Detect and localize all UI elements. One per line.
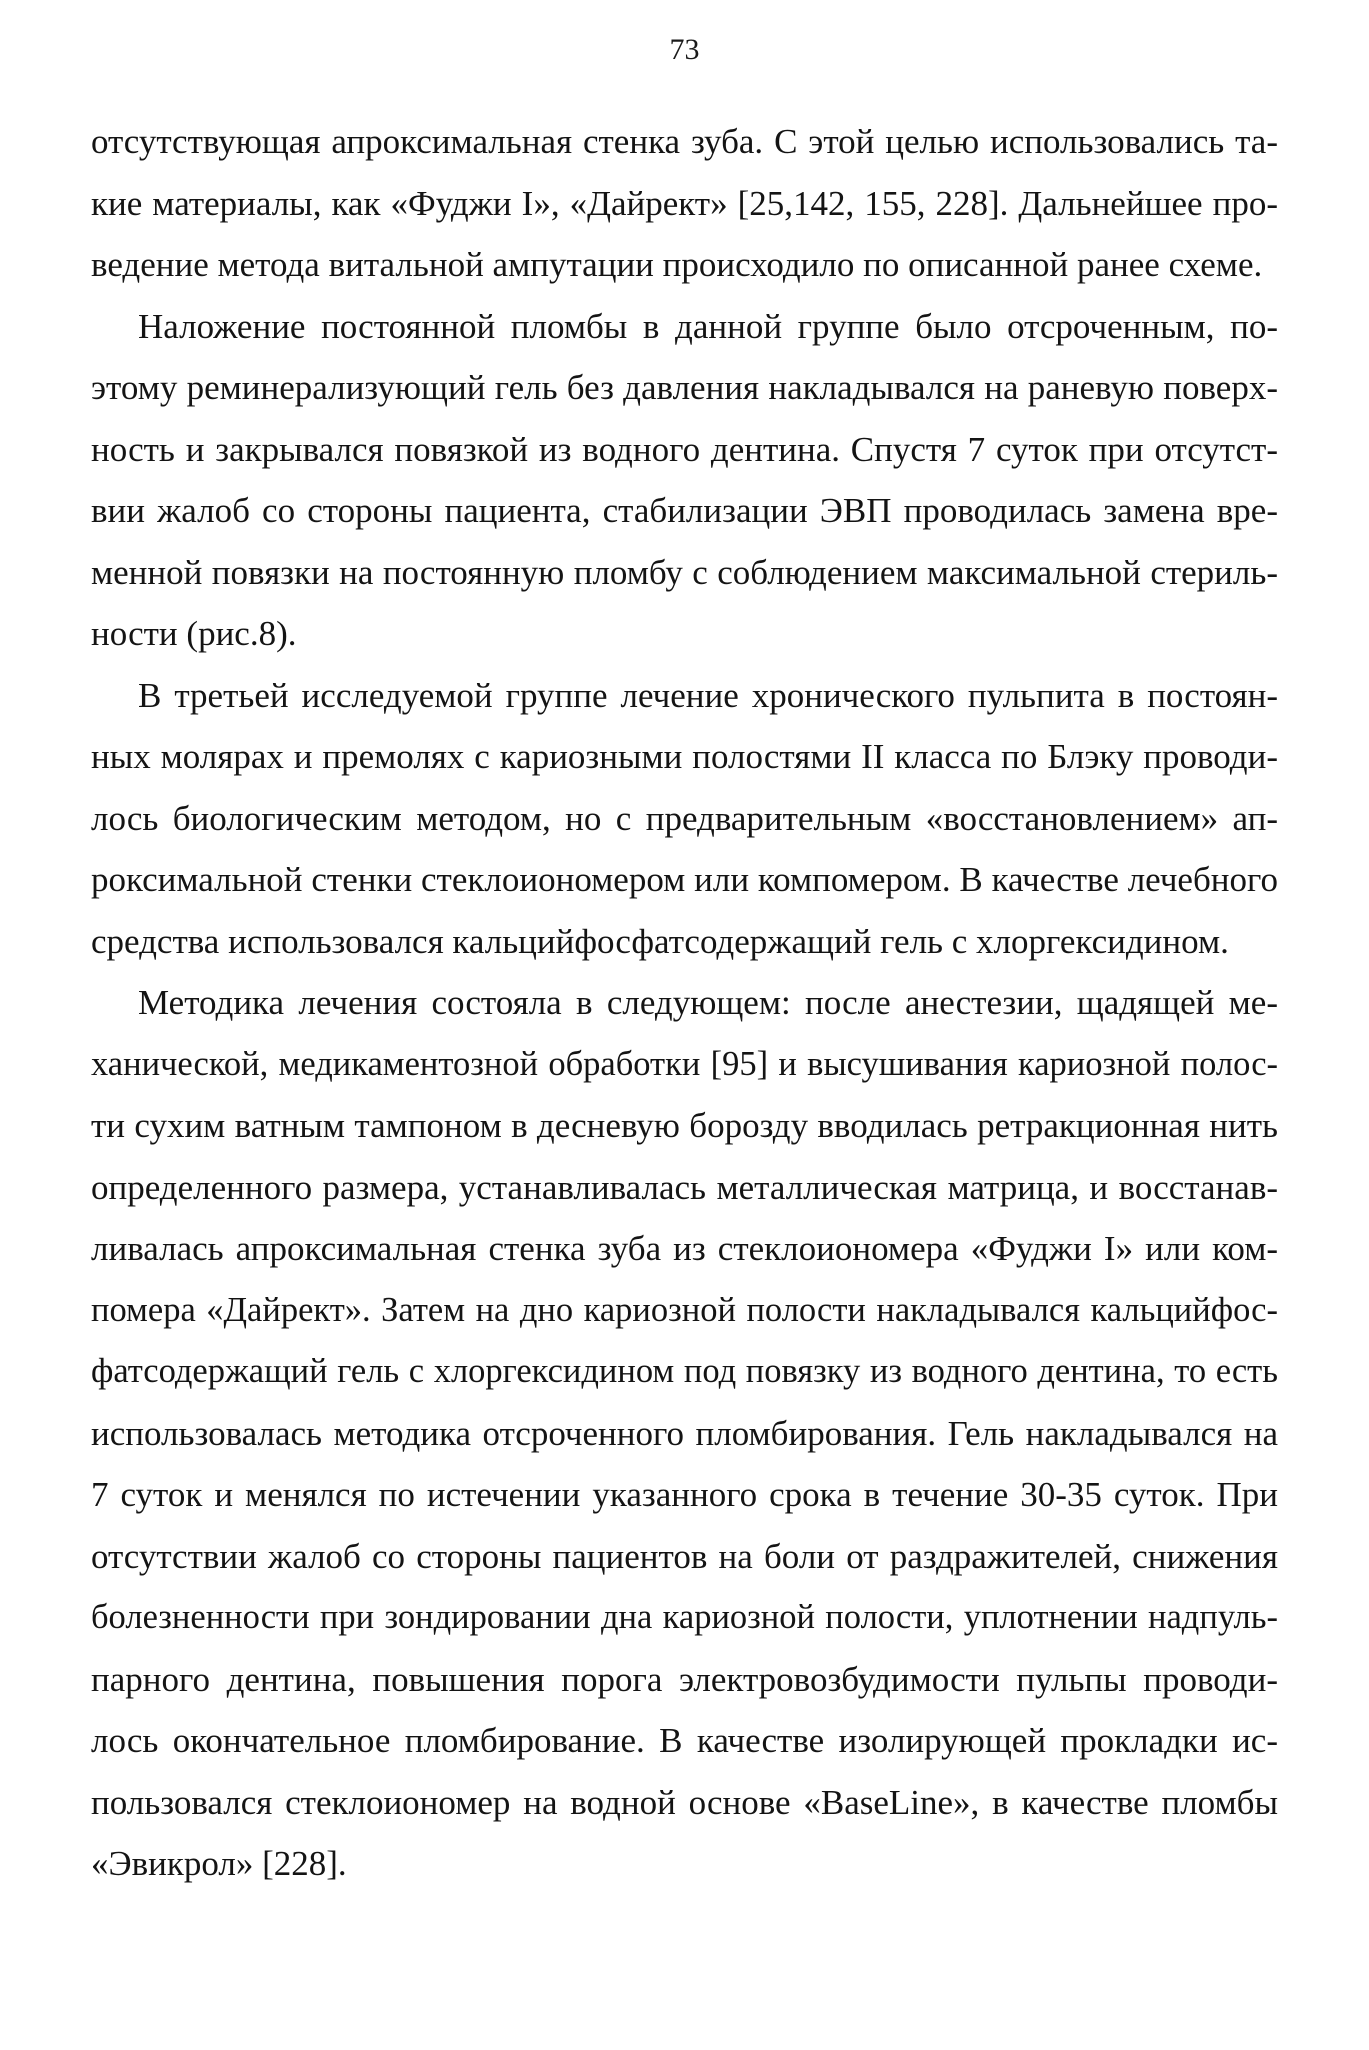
text-line: Наложение постоянной пломбы в данной группе было отсроченным, по- <box>138 306 1278 346</box>
page-number: 73 <box>669 33 700 66</box>
text-line: использовалась методика отсроченного пломбирования. Гель накладывался на <box>91 1413 1278 1453</box>
text-line: роксимальной стенки стеклоиономером или компомером. В качестве лечебного <box>91 860 1278 899</box>
text-line: кие материалы, как «Фуджи I», «Дайрект» [25,142, 155, 228]. Дальнейшее про- <box>91 183 1278 223</box>
text-line: средства использовался кальцийфосфатсодержащий гель с хлоргексидином. <box>91 921 1229 961</box>
paragraph <box>91 665 1278 973</box>
text-line: Методика лечения состояла в следующем: после анестезии, щадящей ме- <box>138 983 1278 1022</box>
text-line: помера «Дайрект». Затем на дно кариозной полости накладывался кальцийфос- <box>91 1290 1278 1329</box>
document-body <box>91 111 1278 1895</box>
text-line: фатсодержащий гель с хлоргексидином под повязку из водного дентина, то есть <box>91 1352 1278 1390</box>
text-line: лось окончательное пломбирование. В качестве изолирующей прокладки ис- <box>91 1721 1278 1760</box>
text-line: ведение метода витальной ампутации происходило по описанной ранее схеме. <box>91 245 1263 284</box>
text-line: вии жалоб со стороны пациента, стабилизации ЭВП проводилась замена вре- <box>91 491 1278 530</box>
text-line: ность и закрывался повязкой из водного дентина. Спустя 7 суток при отсутст- <box>91 429 1278 469</box>
text-line: ханической, медикаментозной обработки [95] и высушивания кариозной полос- <box>91 1044 1278 1083</box>
text-line: ти сухим ватным тампоном в десневую борозду вводилась ретракционная нить <box>91 1106 1278 1145</box>
text-line: менной повязки на постоянную пломбу с соблюдением максимальной стериль- <box>91 552 1278 592</box>
text-line: определенного размера, устанавливалась металлическая матрица, и восстанав- <box>91 1167 1278 1207</box>
text-line: 7 суток и менялся по истечении указанного срока в течение 30-35 суток. При <box>91 1475 1278 1514</box>
text-line: болезненности при зондировании дна кариозной полости, уплотнении надпуль- <box>91 1598 1278 1636</box>
text-line: «Эвикрол» [228]. <box>91 1844 347 1883</box>
text-line: В третьей исследуемой группе лечение хронического пульпита в постоян- <box>138 675 1278 715</box>
paragraph <box>91 111 1278 296</box>
text-line: парного дентина, повышения порога электровозбудимости пульпы проводи- <box>91 1659 1278 1699</box>
text-line: этому реминерализующий гель без давления накладывался на раневую поверх- <box>91 368 1278 407</box>
paragraph <box>91 972 1278 1895</box>
text-line: пользовался стеклоиономер на водной основе «BaseLine», в качестве пломбы <box>91 1782 1278 1822</box>
text-line: ности (рис.8). <box>91 614 297 653</box>
text-line: лось биологическим методом, но с предварительным «восстановлением» ап- <box>91 798 1278 838</box>
text-line: отсутствии жалоб со стороны пациентов на боли от раздражителей, снижения <box>91 1536 1278 1576</box>
text-line: ливалась апроксимальная стенка зуба из стеклоиономера «Фуджи I» или ком- <box>91 1229 1278 1268</box>
text-line: ных молярах и премолях с кариозными полостями II класса по Блэку проводи- <box>91 737 1278 776</box>
text-line: отсутствующая апроксимальная стенка зуба. С этой целью использовались та- <box>91 122 1278 161</box>
paragraph <box>91 296 1278 665</box>
